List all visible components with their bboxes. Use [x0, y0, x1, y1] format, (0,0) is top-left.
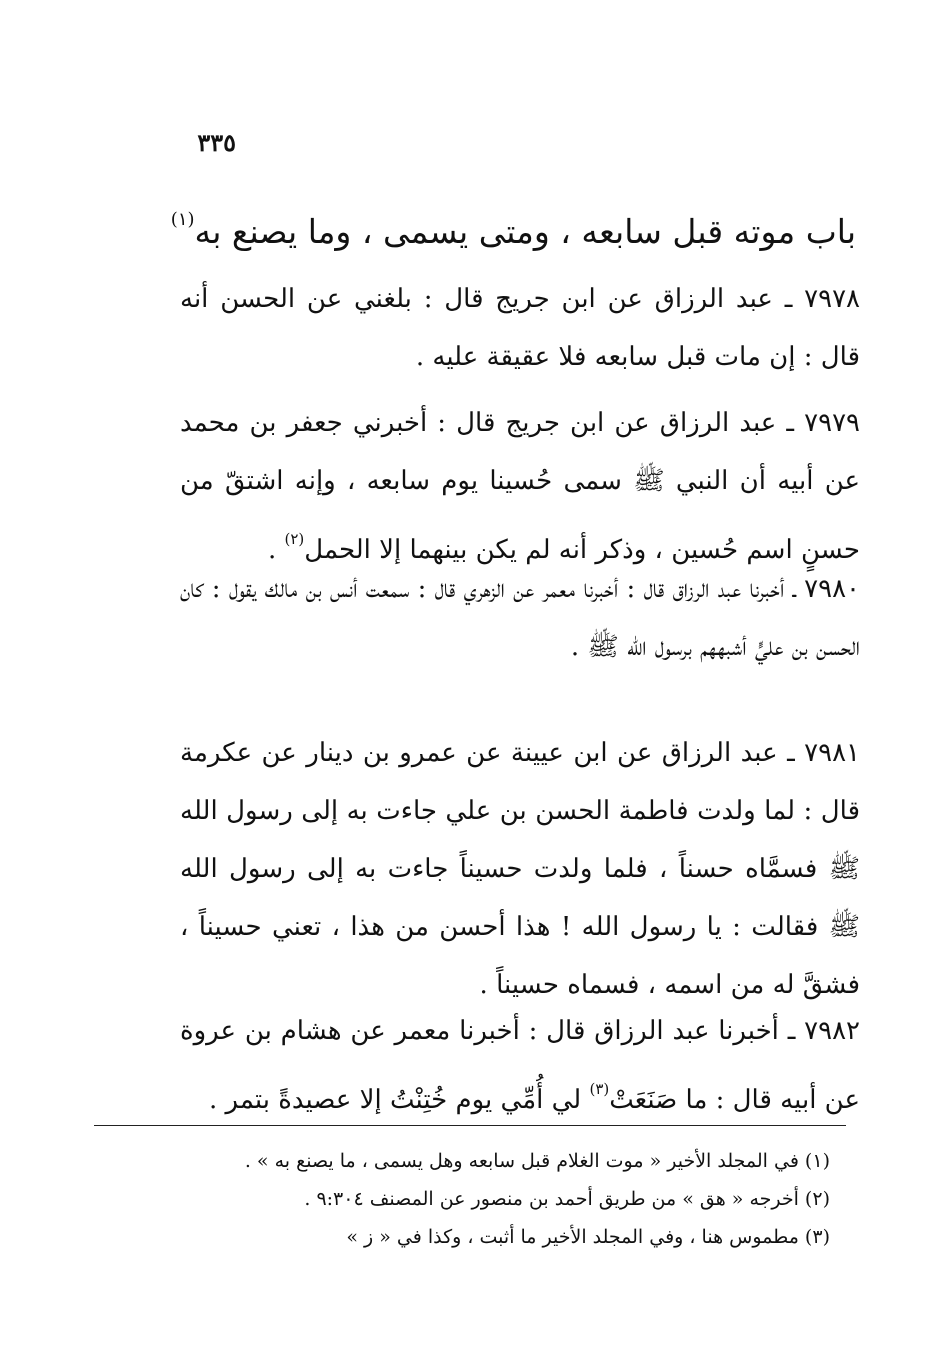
- hadith-7981-text: ٧٩٨١ ـ عبد الرزاق عن ابن عيينة عن عمرو بن دينار عن عكرمة قال : لما ولدت فاطمة الحسن بن علي جاءت به إلى رسول الله ﷺ فسمَّاه حسناً ، فلما ولدت حسيناً جاءت به إلى رسول الله ﷺ فقالت : يا رسول الله ! هذا أحسن من هذا ، تعني حسيناً ، فشقَّ له من اسمه ، فسماه حسيناً .: [180, 738, 860, 1000]
- hadith-7982: [180, 1002, 860, 1129]
- footnote-1: (١) في المجلد الأخير « موت الغلام قبل سابعه وهل يسمى ، ما يصنع به » .: [244, 1150, 830, 1172]
- chapter-title: باب موته قبل سابعه ، ومتى يسمى ، وما يصنع به: [194, 212, 856, 251]
- hadith-7982-text-end: لي أُمِّي يوم خُتِنْتُ إلا عصيدةً بتمر .: [208, 1085, 590, 1115]
- footnotes: [230, 1142, 830, 1256]
- hadith-7982-text: ٧٩٨٢ ـ أخبرنا عبد الرزاق قال : أخبرنا معمر عن هشام بن عروة عن أبيه قال : ما صَنَعَتْ: [180, 1016, 860, 1115]
- hadith-7982-footnote-marker: (٣): [589, 1080, 610, 1098]
- hadith-7979-text: ٧٩٧٩ ـ عبد الرزاق عن ابن جريج قال : أخبرني جعفر بن محمد عن أبيه أن النبي ﷺ سمى حُسينا يوم سابعه ، وإنه اشتقّ من حسنٍ اسم حُسين ، وذكر أنه لم يكن بينهما إلا الحمل: [180, 408, 860, 565]
- chapter-heading: [116, 188, 856, 264]
- hadith-7979-text-end: .: [267, 535, 285, 565]
- hadith-7980-text: ٧٩٨٠ ـ أخبرنا عبد الرزاق قال : أخبرنا معمر عن الزهري قال : سمعت أنس بن مالك يقول : كان الحسن بن عليٍّ أشبههم برسول الله ﷺ .: [180, 574, 860, 662]
- chapter-footnote-marker: (١): [170, 209, 195, 230]
- page-number: ٣٣٥: [197, 128, 236, 157]
- hadith-7979-footnote-marker: (٢): [284, 530, 305, 548]
- hadith-7980: [180, 560, 860, 676]
- hadith-7978-text: ٧٩٧٨ ـ عبد الرزاق عن ابن جريج قال : بلغني عن الحسن أنه قال : إن مات قبل سابعه فلا عقيقة عليه .: [180, 284, 860, 372]
- hadith-7981: [180, 724, 860, 1014]
- hadith-7979: [180, 394, 860, 579]
- footnote-divider: [94, 1125, 846, 1126]
- hadith-7978: [180, 270, 860, 386]
- footnote-3: (٣) مطموس هنا ، وفي المجلد الأخير ما أثبت ، وكذا في « ز »: [346, 1226, 830, 1248]
- footnote-2: (٢) أخرجه « هق » من طريق أحمد بن منصور عن المصنف ٩:٣٠٤ .: [304, 1188, 830, 1210]
